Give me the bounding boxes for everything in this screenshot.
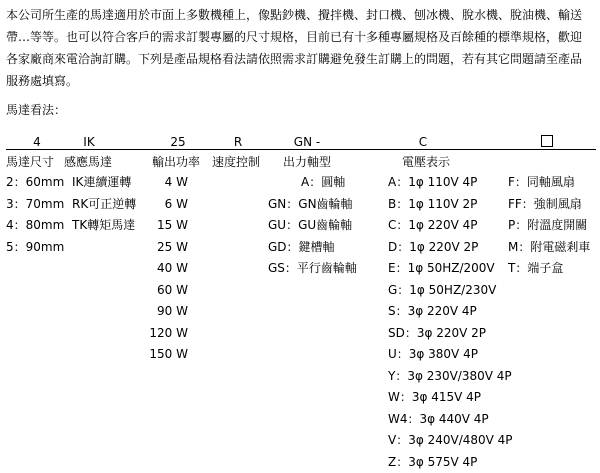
list-item: M：附電磁剎車 xyxy=(508,237,590,259)
list-item: 6 W xyxy=(140,194,188,216)
list-item: 40 W xyxy=(140,258,188,280)
list-item: RK可正逆轉 xyxy=(72,194,136,216)
code-type: IK xyxy=(83,135,94,149)
intro-line: 帶…等等。也可以符合客戶的需求訂製專屬的尺寸規格，目前已有十多種專屬規格及百餘種的標準規格，歡迎 xyxy=(6,26,594,48)
list-item: 150 W xyxy=(140,344,188,366)
list-item: F：同軸風扇 xyxy=(508,172,590,194)
list-item: 120 W xyxy=(140,323,188,345)
list-item: 60 W xyxy=(140,280,188,302)
list-item: FF：強制風扇 xyxy=(508,194,590,216)
list-item: T：端子盒 xyxy=(508,258,590,280)
list-item: Y：3φ 230V/380V 4P xyxy=(388,366,513,388)
list-item: P：附溫度開關 xyxy=(508,215,590,237)
list-item: 5：90mm xyxy=(6,237,64,259)
list-item: S：3φ 220V 4P xyxy=(388,301,513,323)
voltage-list xyxy=(388,172,513,473)
option-list xyxy=(508,172,590,280)
list-item: G：1φ 50HZ/230V xyxy=(388,280,513,302)
list-item: C：1φ 220V 4P xyxy=(388,215,513,237)
list-item: Z：3φ 575V 4P xyxy=(388,452,513,473)
list-item: 4 W xyxy=(140,172,188,194)
size-list xyxy=(6,172,64,258)
code-speed: R xyxy=(234,135,242,149)
code-power: 25 xyxy=(170,135,185,149)
header-shaft: 出力軸型 xyxy=(283,153,331,170)
list-item: 2：60mm xyxy=(6,172,64,194)
list-item: A：圓軸 xyxy=(268,172,357,194)
code-size: 4 xyxy=(33,135,41,149)
header-size: 馬達尺寸 xyxy=(6,153,54,170)
intro-line: 服務處填寫。 xyxy=(6,70,594,92)
list-item: U：3φ 380V 4P xyxy=(388,344,513,366)
list-item: 25 W xyxy=(140,237,188,259)
header-voltage: 電壓表示 xyxy=(402,153,450,170)
code-shaft: GN - xyxy=(294,135,320,149)
power-list xyxy=(140,172,188,366)
intro-line: 各家廠商來電洽詢訂購。下列是產品規格看法請依照需求訂購避免發生訂購上的問題，若有其它問題請至產品 xyxy=(6,48,594,70)
list-item: 15 W xyxy=(140,215,188,237)
divider-line xyxy=(6,149,596,150)
intro-paragraph xyxy=(6,4,594,92)
header-speed: 速度控制 xyxy=(212,153,260,170)
list-item: B：1φ 110V 2P xyxy=(388,194,513,216)
list-item: SD：3φ 220V 2P xyxy=(388,323,513,345)
list-item: W4：3φ 440V 4P xyxy=(388,409,513,431)
intro-line: 本公司所生產的馬達適用於市面上多數機種上，像點鈔機、攪拌機、封口機、刨冰機、脫水機、脫油機、輸送 xyxy=(6,4,594,26)
list-item: 4：80mm xyxy=(6,215,64,237)
header-power: 輸出功率 xyxy=(152,153,200,170)
section-heading: 馬達看法： xyxy=(6,101,66,118)
list-item: 3：70mm xyxy=(6,194,64,216)
list-item: GD：鍵槽軸 xyxy=(268,237,357,259)
motor-type-list xyxy=(72,172,136,237)
list-item: A：1φ 110V 4P xyxy=(388,172,513,194)
code-voltage: C xyxy=(419,135,427,149)
list-item: GS：平行齒輪軸 xyxy=(268,258,357,280)
list-item: IK連續運轉 xyxy=(72,172,136,194)
list-item: E：1φ 50HZ/200V xyxy=(388,258,513,280)
list-item: V：3φ 240V/480V 4P xyxy=(388,430,513,452)
list-item: 90 W xyxy=(140,301,188,323)
list-item: GU：GU齒輪軸 xyxy=(268,215,357,237)
list-item: TK轉矩馬達 xyxy=(72,215,136,237)
list-item: D：1φ 220V 2P xyxy=(388,237,513,259)
list-item: GN：GN齒輪軸 xyxy=(268,194,357,216)
header-type: 感應馬達 xyxy=(64,153,112,170)
shaft-list xyxy=(268,172,357,280)
list-item: W：3φ 415V 4P xyxy=(388,387,513,409)
code-option-box xyxy=(541,135,553,147)
